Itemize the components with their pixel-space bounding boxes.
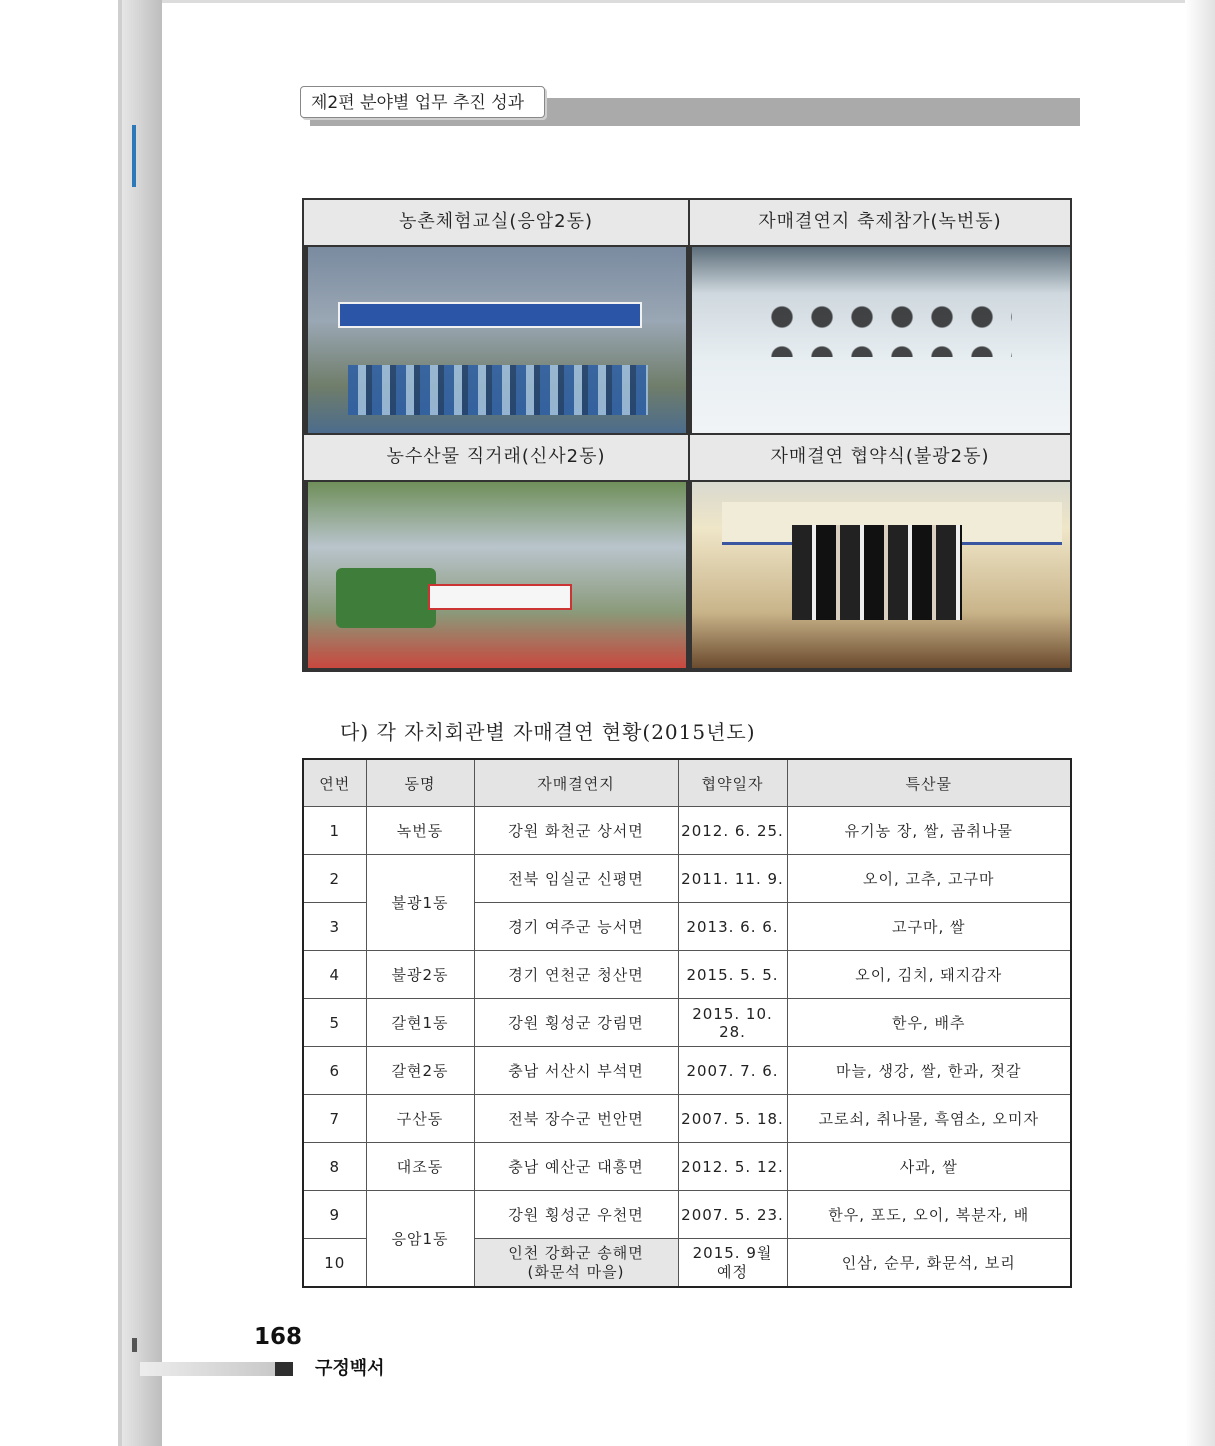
table-row [303,1143,1071,1191]
table-row [303,999,1071,1047]
col-header-place: 자매결연지 [474,759,678,807]
photo-banner [338,302,642,328]
cell-place: 전북 장수군 번안면 [474,1095,678,1143]
cell-no: 3 [303,903,366,951]
cell-no: 1 [303,807,366,855]
cell-dong: 불광1동 [366,855,474,951]
cell-no: 2 [303,855,366,903]
cell-dong: 불광2동 [366,951,474,999]
cell-no: 7 [303,1095,366,1143]
cell-products: 고구마, 쌀 [787,903,1071,951]
cell-products: 오이, 김치, 돼지감자 [787,951,1071,999]
photo-farm-experience [308,247,686,433]
col-header-no: 연번 [303,759,366,807]
cell-date-line1: 2015. 9월 [692,1243,773,1262]
cell-place [474,1239,678,1288]
cell-date: 2013. 6. 6. [678,903,787,951]
cell-products: 오이, 고추, 고구마 [787,855,1071,903]
cell-place-line1: 인천 강화군 송해면 [508,1243,644,1262]
cell-place: 전북 임실군 신평면 [474,855,678,903]
page-right-edge [1185,0,1215,1446]
footer-rule-bar [140,1362,275,1376]
footer-rule-block [275,1362,293,1376]
col-header-date: 협약일자 [678,759,787,807]
sister-city-table [302,758,1072,1288]
cell-products: 한우, 포도, 오이, 복분자, 배 [787,1191,1071,1239]
cell-no: 8 [303,1143,366,1191]
col-header-products: 특산물 [787,759,1071,807]
cell-dong: 구산동 [366,1095,474,1143]
cell-place: 충남 예산군 대흥면 [474,1143,678,1191]
table-row [303,855,1071,903]
table-row [303,807,1071,855]
cell-date: 2015. 10. 28. [678,999,787,1047]
cell-products: 사과, 쌀 [787,1143,1071,1191]
table-header-row [303,759,1071,807]
photo-caption-4: 자매결연 협약식(불광2동) [690,435,1070,480]
table-row [303,1191,1071,1239]
cell-date: 2015. 5. 5. [678,951,787,999]
cell-dong: 대조동 [366,1143,474,1191]
cell-place: 경기 연천군 청산면 [474,951,678,999]
cell-place: 강원 화천군 상서면 [474,807,678,855]
cell-products: 고로쇠, 취나물, 흑염소, 오미자 [787,1095,1071,1143]
photo-truck [336,568,436,628]
table-row [303,951,1071,999]
cell-products: 한우, 배추 [787,999,1071,1047]
cell-no: 9 [303,1191,366,1239]
cell-products: 인삼, 순무, 화문석, 보리 [787,1239,1071,1288]
spine-bookmark-mark [132,125,136,187]
photo-caption-1: 농촌체험교실(응암2동) [304,200,688,245]
cell-place: 강원 횡성군 강림면 [474,999,678,1047]
photo-grid [302,198,1072,672]
cell-products: 마늘, 생강, 쌀, 한과, 젓갈 [787,1047,1071,1095]
cell-date [678,1239,787,1288]
cell-products: 유기농 장, 쌀, 곰취나물 [787,807,1071,855]
cell-date: 2007. 5. 18. [678,1095,787,1143]
photo-agreement-ceremony [692,482,1070,668]
photo-direct-market [308,482,686,668]
cell-dong: 갈현2동 [366,1047,474,1095]
section-header: 제2편 분야별 업무 추진 성과 [300,86,545,118]
photo-event-sign [428,584,572,610]
cell-no: 10 [303,1239,366,1288]
cell-dong: 녹번동 [366,807,474,855]
cell-no: 6 [303,1047,366,1095]
cell-no: 5 [303,999,366,1047]
photo-caption-3: 농수산물 직거래(신사2동) [304,435,688,480]
photo-festival [692,247,1070,433]
spine-tab-mark [132,1338,137,1352]
cell-date-line2: 예정 [717,1262,748,1281]
cell-date: 2007. 5. 23. [678,1191,787,1239]
photo-officials [792,525,962,620]
cell-date: 2012. 6. 25. [678,807,787,855]
photo-caption-2: 자매결연지 축제참가(녹번동) [690,200,1070,245]
cell-dong: 갈현1동 [366,999,474,1047]
cell-place: 강원 횡성군 우천면 [474,1191,678,1239]
book-title: 구정백서 [315,1358,385,1379]
page-top-edge [162,0,1215,3]
cell-place: 충남 서산시 부석면 [474,1047,678,1095]
page-number: 168 [254,1324,303,1350]
photo-group-people [348,365,648,415]
cell-date: 2007. 7. 6. [678,1047,787,1095]
col-header-dong: 동명 [366,759,474,807]
photo-people-on-ice [762,297,1012,357]
cell-date: 2011. 11. 9. [678,855,787,903]
cell-place: 경기 여주군 능서면 [474,903,678,951]
cell-no: 4 [303,951,366,999]
table-row [303,1047,1071,1095]
cell-place-line2: (화문석 마을) [527,1262,625,1281]
table-subtitle: 다) 각 자치회관별 자매결연 현황(2015년도) [340,720,756,744]
table-row [303,1095,1071,1143]
cell-dong: 응암1동 [366,1191,474,1288]
book-spine [122,0,162,1446]
cell-date: 2012. 5. 12. [678,1143,787,1191]
